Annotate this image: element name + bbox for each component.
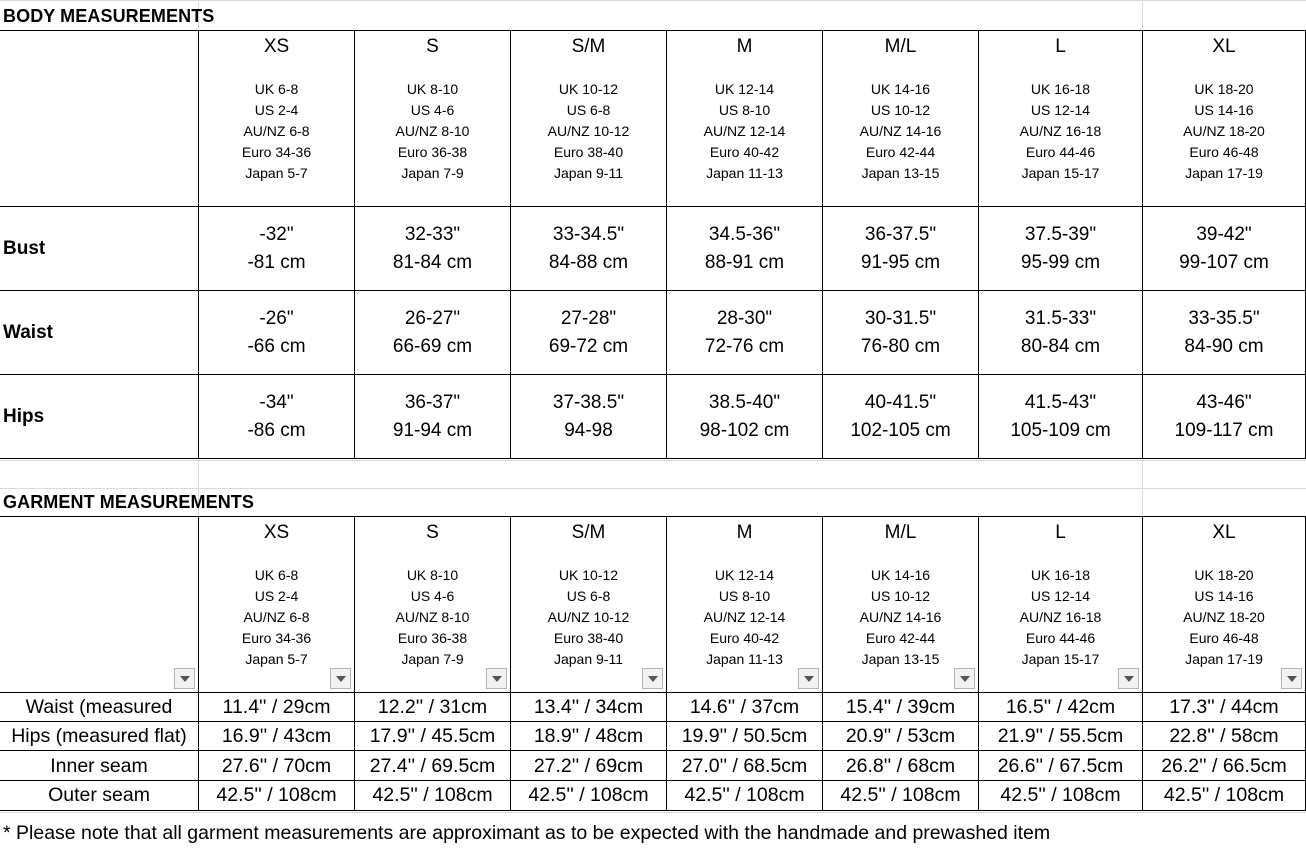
hips-s: 36-37" 91-94 cm <box>392 392 473 441</box>
filter-dropdown-icon[interactable] <box>954 668 975 689</box>
garment-row-label: Hips (measured flat) <box>11 725 187 747</box>
waist-xs: -26" -66 cm <box>247 308 306 357</box>
bust-s: 32-33" 81-84 cm <box>392 224 473 273</box>
garment-cell: 42.5'' / 108cm <box>216 784 337 806</box>
garment-cell: 13.4'' / 34cm <box>533 696 644 718</box>
hips-m: 38.5-40" 98-102 cm <box>699 392 790 441</box>
garment-size-header-l: L UK 16-18 US 12-14 AU/NZ 16-18 Euro 44-46 Japan 15-17 <box>1019 522 1102 667</box>
garment-cell: 17.9'' / 45.5cm <box>369 725 496 747</box>
garment-cell: 27.6'' / 70cm <box>221 755 332 777</box>
garment-cell: 42.5'' / 108cm <box>840 784 961 806</box>
row-label-hips: Hips <box>3 406 45 427</box>
garment-size-header-xl: XL UK 18-20 US 14-16 AU/NZ 18-20 Euro 46-48 Japan 17-19 <box>1183 522 1265 667</box>
garment-cell: 21.9'' / 55.5cm <box>997 725 1124 747</box>
gridline <box>0 488 1306 489</box>
garment-row-label: Inner seam <box>50 755 148 777</box>
garment-measurements-title: GARMENT MEASUREMENTS <box>3 492 255 512</box>
hips-sm: 37-38.5" 94-98 <box>552 392 625 441</box>
garment-cell: 20.9'' / 53cm <box>845 725 956 747</box>
filter-dropdown-icon[interactable] <box>486 668 507 689</box>
bust-l: 37.5-39" 95-99 cm <box>1020 224 1101 273</box>
waist-m: 28-30" 72-76 cm <box>704 308 785 357</box>
garment-size-header-xs: XS UK 6-8 US 2-4 AU/NZ 6-8 Euro 34-36 Japan 5-7 <box>241 522 312 667</box>
garment-cell: 11.4'' / 29cm <box>222 696 331 718</box>
garment-cell: 26.6'' / 67.5cm <box>997 755 1124 777</box>
garment-cell: 42.5'' / 108cm <box>684 784 805 806</box>
bust-ml: 36-37.5" 91-95 cm <box>860 224 941 273</box>
filter-dropdown-icon[interactable] <box>1281 668 1302 689</box>
garment-row-label: Waist (measured <box>25 696 173 718</box>
waist-l: 31.5-33" 80-84 cm <box>1020 308 1101 357</box>
garment-cell: 16.5'' / 42cm <box>1005 696 1116 718</box>
body-measurements-title: BODY MEASUREMENTS <box>3 6 215 26</box>
waist-s: 26-27" 66-69 cm <box>392 308 473 357</box>
row-label-bust: Bust <box>3 238 46 259</box>
garment-size-header-s: S UK 8-10 US 4-6 AU/NZ 8-10 Euro 36-38 Japan 7-9 <box>395 522 470 667</box>
hips-ml: 40-41.5" 102-105 cm <box>850 392 951 441</box>
filter-dropdown-icon[interactable] <box>330 668 351 689</box>
filter-dropdown-icon[interactable] <box>798 668 819 689</box>
filter-dropdown-icon[interactable] <box>1118 668 1139 689</box>
garment-cell: 27.2'' / 69cm <box>533 755 644 777</box>
garment-cell: 42.5'' / 108cm <box>372 784 493 806</box>
size-header-ml: M/L UK 14-16 US 10-12 AU/NZ 14-16 Euro 42-44 Japan 13-15 <box>859 36 942 181</box>
waist-ml: 30-31.5" 76-80 cm <box>860 308 941 357</box>
garment-cell: 26.2'' / 66.5cm <box>1161 755 1287 777</box>
bust-xs: -32" -81 cm <box>247 224 306 273</box>
garment-cell: 22.8'' / 58cm <box>1169 725 1279 747</box>
filter-dropdown-icon[interactable] <box>174 668 195 689</box>
gridline <box>1142 0 1143 30</box>
filter-dropdown-icon[interactable] <box>642 668 663 689</box>
garment-cell: 27.4'' / 69.5cm <box>369 755 496 777</box>
garment-cell: 42.5'' / 108cm <box>1163 784 1285 806</box>
garment-cell: 12.2'' / 31cm <box>377 696 488 718</box>
hips-l: 41.5-43" 105-109 cm <box>1010 392 1111 441</box>
bust-xl: 39-42" 99-107 cm <box>1179 224 1269 273</box>
size-header-l: L UK 16-18 US 12-14 AU/NZ 16-18 Euro 44-46 Japan 15-17 <box>1019 36 1102 181</box>
garment-cell: 18.9'' / 48cm <box>533 725 644 747</box>
size-header-s: S UK 8-10 US 4-6 AU/NZ 8-10 Euro 36-38 Japan 7-9 <box>395 36 470 181</box>
hips-xs: -34" -86 cm <box>247 392 306 441</box>
garment-cell: 17.3'' / 44cm <box>1169 696 1279 718</box>
bust-m: 34.5-36" 88-91 cm <box>704 224 785 273</box>
garment-size-header-sm: S/M UK 10-12 US 6-8 AU/NZ 10-12 Euro 38-40 Japan 9-11 <box>547 522 630 667</box>
garment-row-label: Outer seam <box>48 784 150 806</box>
bust-sm: 33-34.5" 84-88 cm <box>548 224 629 273</box>
garment-cell: 14.6'' / 37cm <box>689 696 800 718</box>
garment-cell: 42.5'' / 108cm <box>528 784 649 806</box>
size-header-xs: XS UK 6-8 US 2-4 AU/NZ 6-8 Euro 34-36 Japan 5-7 <box>241 36 312 181</box>
garment-cell: 26.8'' / 68cm <box>845 755 956 777</box>
waist-sm: 27-28" 69-72 cm <box>548 308 629 357</box>
garment-cell: 16.9'' / 43cm <box>221 725 332 747</box>
size-header-m: M UK 12-14 US 8-10 AU/NZ 12-14 Euro 40-42 Japan 11-13 <box>703 36 786 181</box>
gridline <box>1142 460 1143 516</box>
gridline <box>0 812 1306 813</box>
garment-cell: 19.9'' / 50.5cm <box>681 725 808 747</box>
row-label-waist: Waist <box>3 322 53 343</box>
waist-xl: 33-35.5" 84-90 cm <box>1184 308 1264 357</box>
garment-cell: 27.0'' / 68.5cm <box>681 755 808 777</box>
hips-xl: 43-46" 109-117 cm <box>1174 392 1274 441</box>
garment-size-header-ml: M/L UK 14-16 US 10-12 AU/NZ 14-16 Euro 42-44 Japan 13-15 <box>859 522 942 667</box>
size-header-xl: XL UK 18-20 US 14-16 AU/NZ 18-20 Euro 46-48 Japan 17-19 <box>1183 36 1265 181</box>
garment-cell: 42.5'' / 108cm <box>1000 784 1121 806</box>
garment-size-header-m: M UK 12-14 US 8-10 AU/NZ 12-14 Euro 40-42 Japan 11-13 <box>703 522 786 667</box>
footnote: * Please note that all garment measurements are approximant as to be expected with the handmade and prewashed item <box>3 822 1051 844</box>
gridline <box>0 0 1306 1</box>
gridline <box>0 460 1306 461</box>
size-header-sm: S/M UK 10-12 US 6-8 AU/NZ 10-12 Euro 38-40 Japan 9-11 <box>547 36 630 181</box>
garment-cell: 15.4'' / 39cm <box>845 696 956 718</box>
